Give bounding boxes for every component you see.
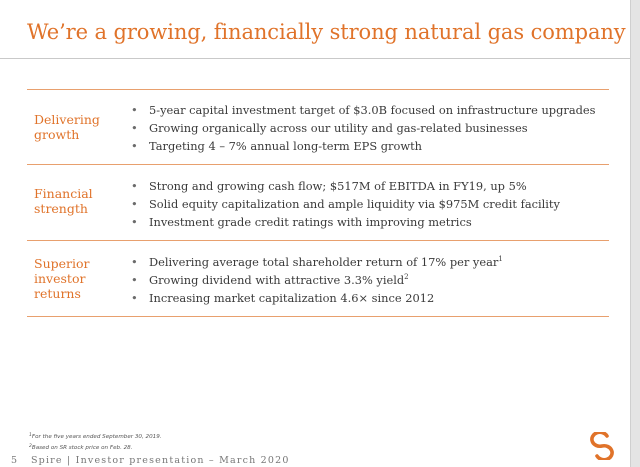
footnote-text: For the five years ended September 30, 2019. <box>31 434 162 440</box>
row-delivering-growth <box>27 90 609 164</box>
bullet-icon: • <box>131 215 138 229</box>
bullet-icon: • <box>131 121 138 135</box>
footnote-ref: 2 <box>404 273 409 281</box>
bullet-icon: • <box>131 197 138 211</box>
row-financial-strength <box>27 165 609 240</box>
footnote-marker: 2 <box>29 444 32 449</box>
row-label <box>27 90 125 164</box>
bullet-text: Investment grade credit ratings with improving metrics <box>149 215 472 229</box>
bullet-list <box>125 241 609 316</box>
table-rule-bottom <box>27 316 609 317</box>
bullet-item <box>125 271 609 289</box>
window-edge <box>630 0 640 467</box>
footer-caption: Investor presentation – March 2020 <box>75 455 290 466</box>
row-label-line: Financial <box>34 186 93 201</box>
row-label-line: Superior <box>34 256 90 271</box>
bullet-icon: • <box>131 179 138 193</box>
bullet-text: Targeting 4 – 7% annual long-term EPS growth <box>149 139 423 153</box>
bullet-icon: • <box>131 103 138 117</box>
bullet-text: Growing dividend with attractive 3.3% yield <box>149 273 405 287</box>
row-label-line: growth <box>34 127 80 142</box>
bullet-item <box>125 289 609 307</box>
bullet-item <box>125 253 609 271</box>
bullet-item <box>125 101 609 119</box>
row-label-line: strength <box>34 201 88 216</box>
title-divider <box>0 58 630 59</box>
footnote <box>29 442 162 453</box>
row-label <box>27 241 125 316</box>
bullet-text: Strong and growing cash flow; $517M of EBITDA in FY19, up 5% <box>149 179 527 193</box>
bullet-item <box>125 119 609 137</box>
row-superior-investor-returns <box>27 241 609 316</box>
bullet-list <box>125 165 609 240</box>
footnote-text: Based on SR stock price on Feb. 28. <box>31 445 133 451</box>
bullet-icon: • <box>131 255 138 269</box>
footer-separator: | <box>66 455 72 466</box>
spire-logo-icon <box>590 432 616 460</box>
bullet-item <box>125 213 609 231</box>
page-title: We’re a growing, financially strong natural gas company <box>27 20 626 44</box>
footnote-marker: 1 <box>29 433 32 438</box>
bullet-text: Delivering average total shareholder return of 17% per year <box>149 255 499 269</box>
bullet-text: Increasing market capitalization 4.6× since 2012 <box>149 291 435 305</box>
footnote <box>29 431 162 442</box>
bullet-text: Growing organically across our utility and gas-related businesses <box>149 121 528 135</box>
bullet-item <box>125 195 609 213</box>
row-label-line: returns <box>34 286 81 301</box>
highlights-table <box>27 89 609 317</box>
footnotes <box>29 431 162 453</box>
bullet-text: 5-year capital investment target of $3.0B focused on infrastructure upgrades <box>149 103 596 117</box>
row-label-line: Delivering <box>34 112 100 127</box>
bullet-icon: • <box>131 291 138 305</box>
slide-footer <box>11 455 311 467</box>
bullet-list <box>125 90 609 164</box>
bullet-item <box>125 177 609 195</box>
row-label-line: investor <box>34 271 86 286</box>
footer-company: Spire <box>30 455 63 466</box>
bullet-icon: • <box>131 273 138 287</box>
row-label <box>27 165 125 240</box>
bullet-icon: • <box>131 139 138 153</box>
bullet-item <box>125 137 609 155</box>
page-number: 5 <box>11 455 19 466</box>
bullet-text: Solid equity capitalization and ample liquidity via $975M credit facility <box>149 197 560 211</box>
footnote-ref: 1 <box>498 255 503 263</box>
